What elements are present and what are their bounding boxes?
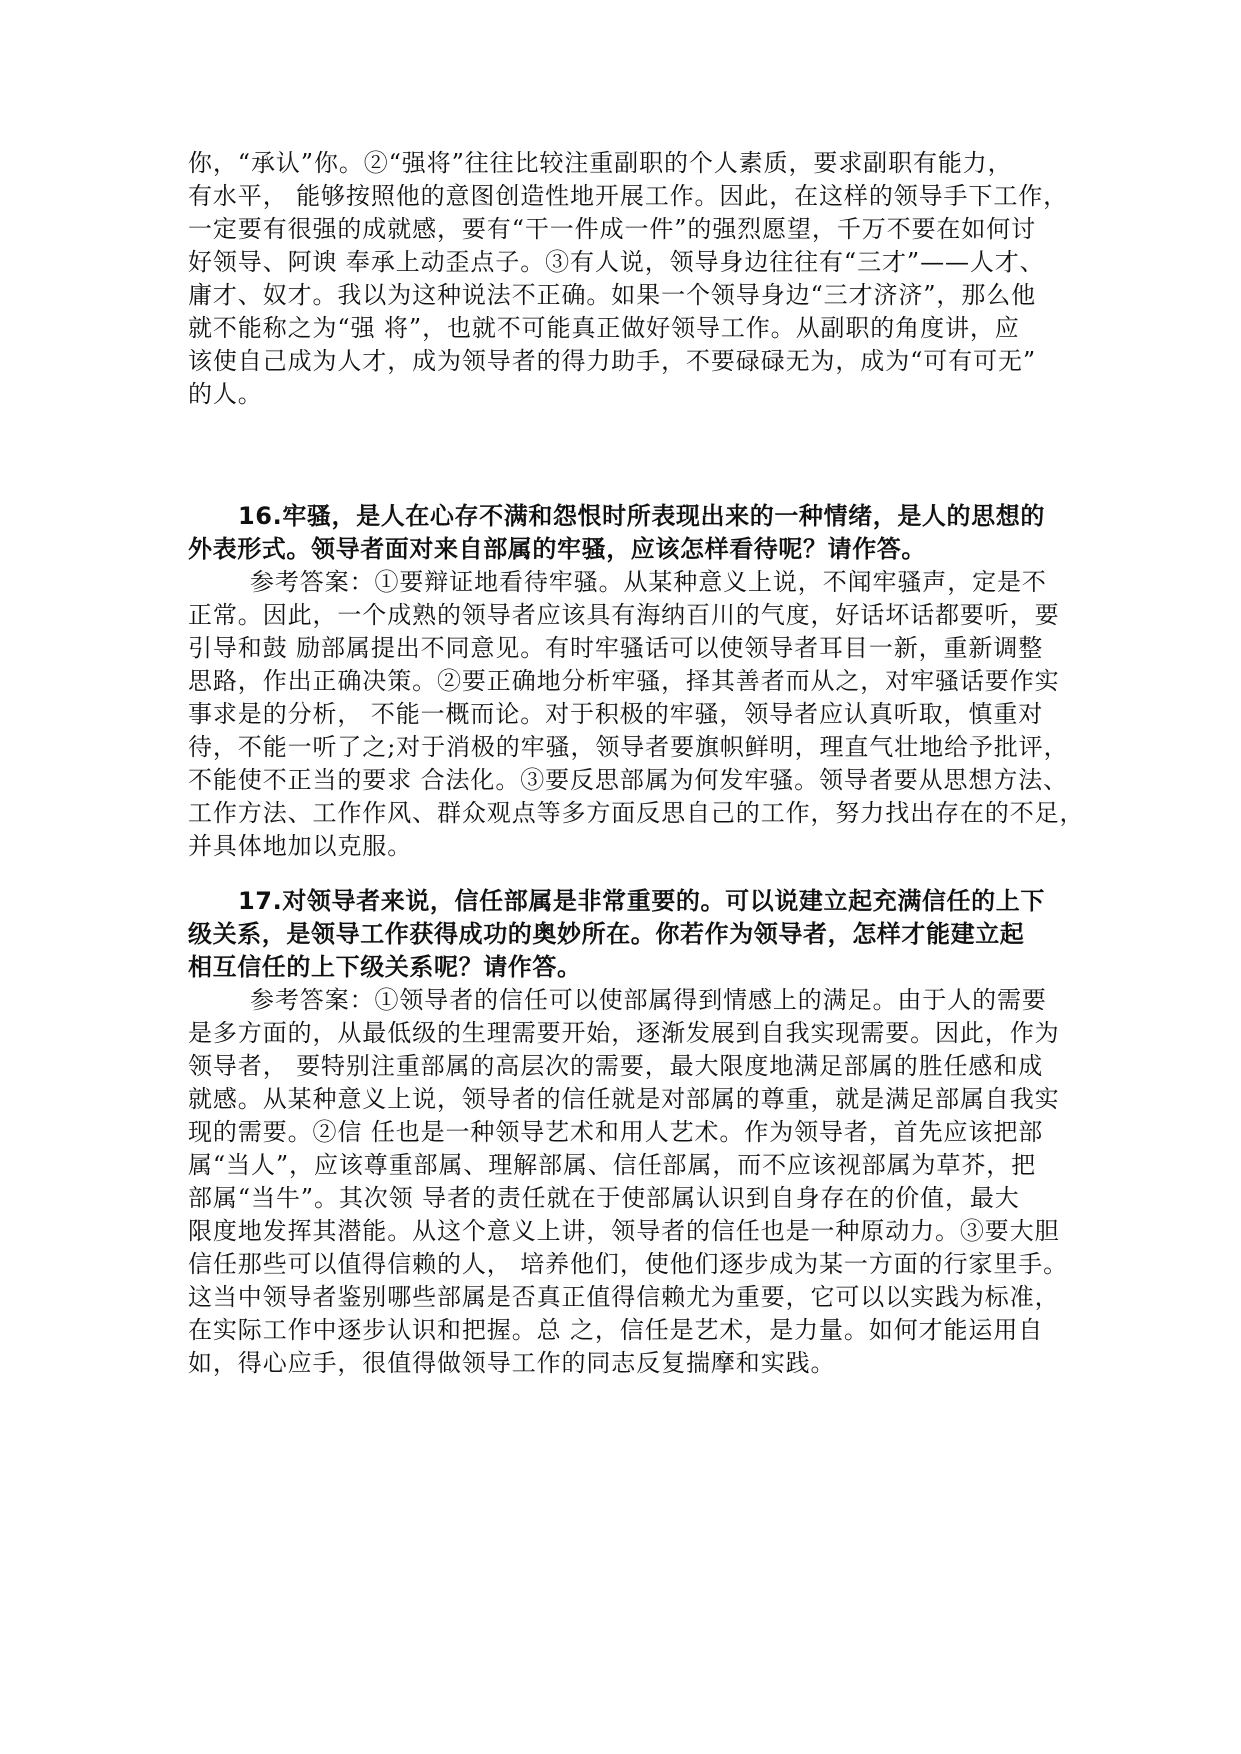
question-line: 相互信任的上下级关系呢？请作答。 (188, 953, 582, 981)
question-16-answer (188, 566, 1085, 863)
answer-line: 事求是的分析， 不能一概而论。对于积极的牢骚，领导者应认真听取，慎重对 (188, 700, 1044, 728)
answer-line: 正常。因此，一个成熟的领导者应该具有海纳百川的气度，好话坏话都要听，要 (188, 601, 1060, 629)
intro-line: 好领导、阿谀 奉承上动歪点子。③有人说，领导身边往往有“三才”——人才、 (188, 248, 1045, 276)
answer-line: 领导者， 要特别注重部属的高层次的需要，最大限度地满足部属的胜任感和成 (188, 1052, 1044, 1080)
answer-line: 引导和鼓 励部属提出不同意见。有时牢骚话可以使领导者耳目一新，重新调整 (188, 634, 1044, 662)
answer-line: 现的需要。②信 任也是一种领导艺术和用人艺术。作为领导者，首先应该把部 (188, 1118, 1044, 1146)
answer-line: 并具体地加以克服。 (188, 832, 413, 860)
question-line: 外表形式。领导者面对来自部属的牢骚，应该怎样看待呢？请作答。 (188, 535, 926, 563)
answer-line: 限度地发挥其潜能。从这个意义上讲，领导者的信任也是一种原动力。③要大胆 (188, 1217, 1060, 1245)
answer-line: 参考答案：①领导者的信任可以使部属得到情感上的满足。由于人的需要 (250, 986, 1047, 1014)
answer-line: 参考答案：①要辩证地看待牢骚。从某种意义上说，不闻牢骚声，定是不 (250, 568, 1047, 596)
intro-line: 你，“承认”你。②“强将”往往比较注重副职的个人素质，要求副职有能力， (188, 149, 1013, 177)
answer-line: 如，得心应手，很值得做领导工作的同志反复揣摩和实践。 (188, 1349, 836, 1377)
intro-paragraph (188, 147, 1069, 411)
answer-line: 这当中领导者鉴别哪些部属是否真正值得信赖尤为重要，它可以以实践为标准， (188, 1283, 1060, 1311)
answer-line: 待，不能一听了之;对于消极的牢骚，领导者要旗帜鲜明，理直气壮地给予批评， (188, 733, 1069, 761)
question-line: 17.对领导者来说，信任部属是非常重要的。可以说建立起充满信任的上下 (238, 887, 1045, 915)
question-line: 级关系，是领导工作获得成功的奥妙所在。你若作为领导者，怎样才能建立起 (188, 920, 1025, 948)
answer-line: 思路，作出正确决策。②要正确地分析牢骚，择其善者而从之，对牢骚话要作实 (188, 667, 1060, 695)
answer-line: 工作方法、工作作风、群众观点等多方面反思自己的工作，努力找出存在的不足， (188, 799, 1085, 827)
answer-line: 是多方面的，从最低级的生理需要开始，逐渐发展到自我实现需要。因此，作为 (188, 1019, 1060, 1047)
intro-line: 有水平， 能够按照他的意图创造性地开展工作。因此，在这样的领导手下工作， (188, 182, 1069, 210)
intro-line: 的人。 (188, 380, 263, 408)
intro-line: 一定要有很强的成就感，要有“干一件成一件”的强烈愿望，千万不要在如何讨 (188, 215, 1037, 243)
question-16-prompt (188, 500, 1058, 566)
answer-line: 在实际工作中逐步认识和把握。总 之，信任是艺术，是力量。如何才能运用自 (188, 1316, 1044, 1344)
question-17-answer (188, 984, 1069, 1380)
answer-line: 信任那些可以值得信赖的人， 培养他们，使他们逐步成为某一方面的行家里手。 (188, 1250, 1069, 1278)
answer-line: 就感。从某种意义上说，领导者的信任就是对部属的尊重，就是满足部属自我实 (188, 1085, 1060, 1113)
answer-line: 不能使不正当的要求 合法化。③要反思部属为何发牢骚。领导者要从思想方法、 (188, 766, 1069, 794)
intro-line: 庸才、奴才。我以为这种说法不正确。如果一个领导身边“三才济济”，那么他 (188, 281, 1037, 309)
question-line: 16.牢骚，是人在心存不满和怨恨时所表现出来的一种情绪，是人的思想的 (238, 502, 1045, 530)
intro-line: 该使自己成为人才，成为领导者的得力助手，不要碌碌无为，成为“可有可无” (188, 347, 1037, 375)
answer-line: 部属“当牛”。其次领 导者的责任就在于使部属认识到自身存在的价值，最大 (188, 1184, 1020, 1212)
answer-line: 属“当人”，应该尊重部属、理解部属、信任部属，而不应该视部属为草芥，把 (188, 1151, 1037, 1179)
intro-line: 就不能称之为“强 将”，也就不可能真正做好领导工作。从副职的角度讲，应 (188, 314, 1020, 342)
question-16 (188, 500, 1085, 863)
question-17 (188, 885, 1069, 1380)
question-17-prompt (188, 885, 1058, 984)
